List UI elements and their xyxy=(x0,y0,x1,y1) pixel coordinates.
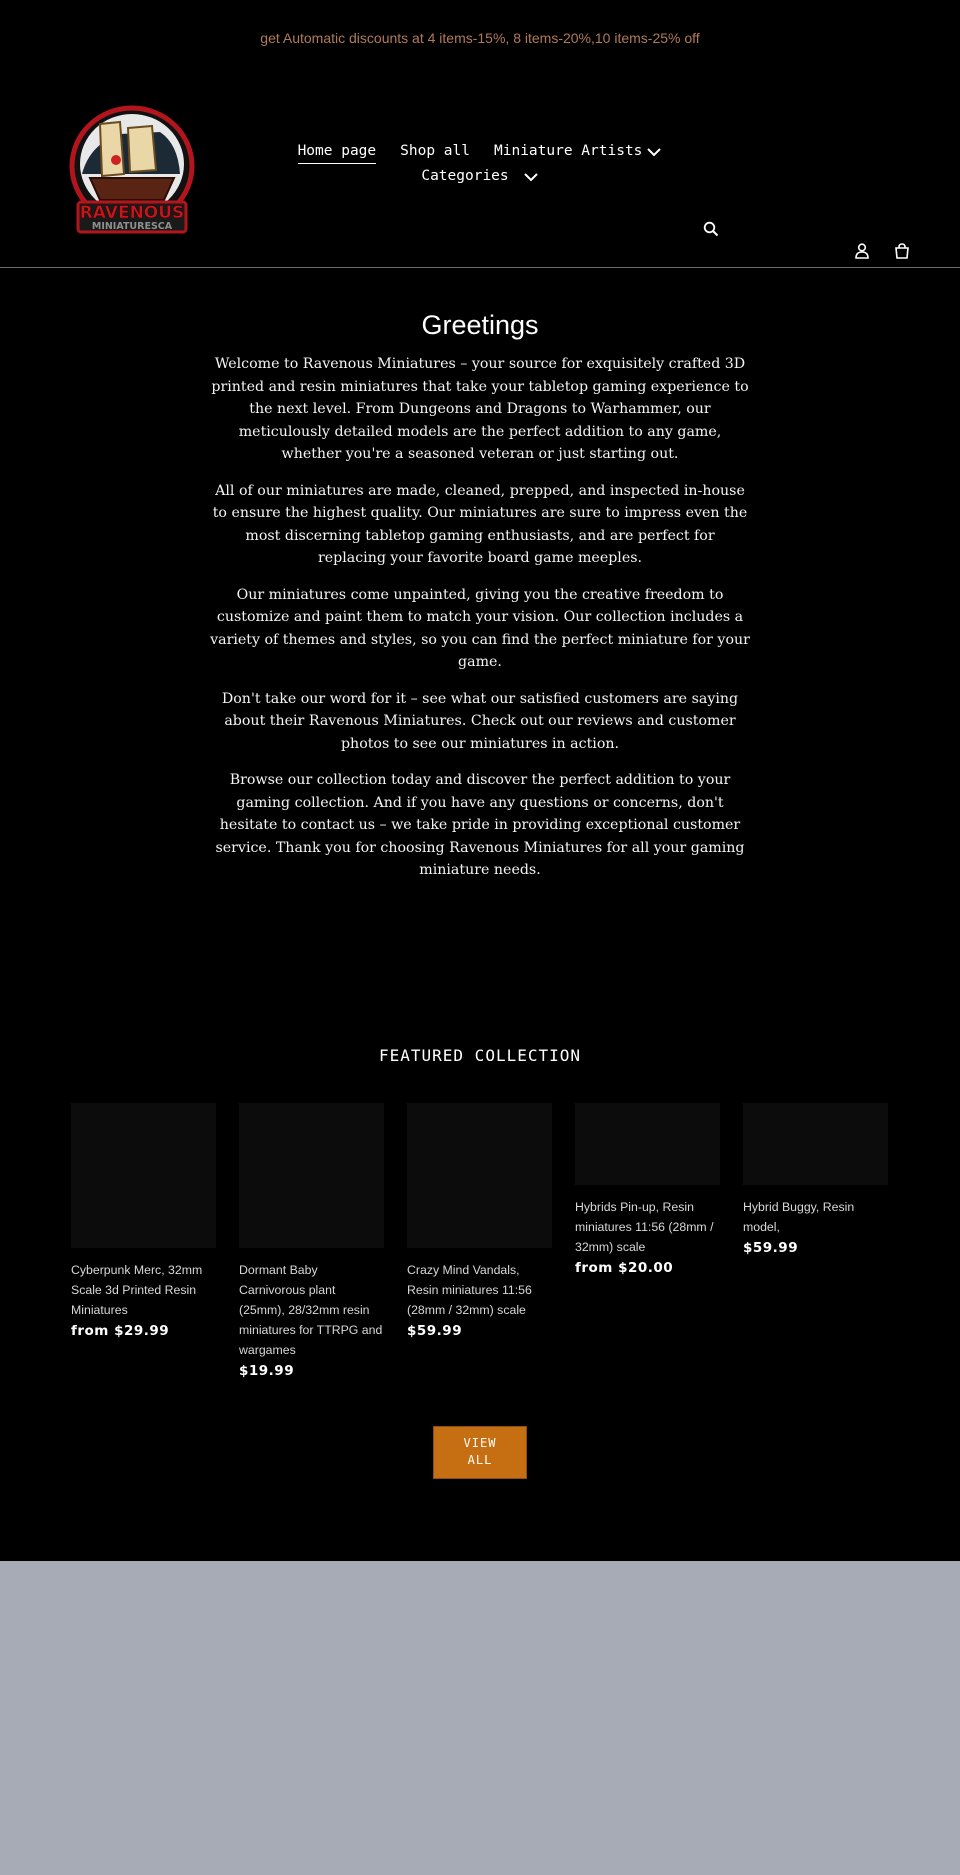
view-all-wrapper xyxy=(0,1426,960,1561)
product-title[interactable]: Dormant Baby Carnivorous plant (25mm), 28/32mm resin miniatures for TTRPG and wargames xyxy=(239,1262,383,1357)
main-navigation xyxy=(250,139,710,189)
chevron-down-icon xyxy=(523,169,539,185)
featured-collection xyxy=(0,896,960,1561)
nav-miniature-artists[interactable] xyxy=(494,139,662,164)
product-price: $59.99 xyxy=(743,1239,799,1256)
store-logo[interactable] xyxy=(60,104,204,236)
nav-home-label: Home page xyxy=(297,142,377,159)
product-title[interactable]: Cyberpunk Merc, 32mm Scale 3d Printed Resin Miniatures xyxy=(71,1262,203,1317)
nav-shop-all[interactable] xyxy=(400,139,470,164)
logo-line-1: RAVENOUS xyxy=(79,203,185,223)
product-image[interactable] xyxy=(407,1103,552,1248)
nav-artists-label: Miniature Artists xyxy=(494,143,643,159)
greetings-title: Greetings xyxy=(421,310,539,340)
account-button[interactable] xyxy=(852,241,872,261)
nav-shop-all-label: Shop all xyxy=(400,143,470,159)
site-header xyxy=(0,76,960,268)
product-card[interactable] xyxy=(743,1103,888,1381)
announcement-bar xyxy=(0,0,960,76)
logo-line-2: MINIATURESCA xyxy=(91,221,173,232)
product-price: from $29.99 xyxy=(71,1322,170,1339)
intro-paragraph: Welcome to Ravenous Miniatures – your source for exquisitely crafted 3D printed and resin miniatures that take your tabletop gaming experience to the next level. From Dungeons and Dragons to Warhammer, our meticulously detailed models are the perfect addition to any game, whether you're a seasoned veteran or just starting out. xyxy=(211,356,749,462)
product-image[interactable] xyxy=(743,1103,888,1185)
product-card[interactable] xyxy=(71,1103,216,1381)
product-card[interactable] xyxy=(407,1103,552,1381)
featured-heading: FEATURED COLLECTION xyxy=(378,1045,582,1065)
raven-ship-logo-icon xyxy=(60,104,204,236)
greetings-section xyxy=(210,268,750,882)
product-price: $19.99 xyxy=(239,1362,295,1379)
nav-categories-label: Categories xyxy=(421,168,509,184)
product-image[interactable] xyxy=(239,1103,384,1248)
view-all-button[interactable]: VIEW ALL xyxy=(433,1426,527,1479)
nav-categories[interactable] xyxy=(421,164,538,189)
intro-paragraph: All of our miniatures are made, cleaned, prepped, and inspected in-house to ensure the highest quality. Our miniatures are sure to impress even the most discerning tabletop gaming enthusiasts, and are perfect for replacing your favorite board game meeples. xyxy=(212,482,748,566)
search-icon xyxy=(703,221,719,237)
intro-paragraph: Don't take our word for it – see what our satisfied customers are saying about their Ravenous Miniatures. Check out our reviews and customer photos to see our miniatures in action. xyxy=(221,690,739,752)
search-button[interactable] xyxy=(701,219,721,239)
product-grid xyxy=(0,1103,960,1381)
product-price: from $20.00 xyxy=(575,1259,674,1276)
product-price: $59.99 xyxy=(407,1322,463,1339)
chevron-down-icon xyxy=(646,144,662,160)
product-image[interactable] xyxy=(575,1103,720,1185)
product-title[interactable]: Hybrids Pin-up, Resin miniatures 11:56 (28mm / 32mm) scale xyxy=(575,1199,714,1254)
cart-icon xyxy=(894,243,910,259)
intro-paragraph: Our miniatures come unpainted, giving you the creative freedom to customize and paint them to match your vision. Our collection includes a variety of themes and styles, so you can find the perfect miniature for your game. xyxy=(210,586,750,670)
product-title[interactable]: Crazy Mind Vandals, Resin miniatures 11:56 (28mm / 32mm) scale xyxy=(407,1262,532,1317)
intro-paragraph: Browse our collection today and discover the perfect addition to your gaming collection. And if you have any questions or concerns, don't hesitate to contact us – we take pride in providing exceptional customer service. Thank you for choosing Ravenous Miniatures for all your gaming miniature needs. xyxy=(215,772,745,878)
nav-home[interactable] xyxy=(298,139,377,164)
product-card[interactable] xyxy=(575,1103,720,1381)
account-icon xyxy=(855,243,869,259)
product-card[interactable] xyxy=(239,1103,384,1381)
announcement-text: get Automatic discounts at 4 items-15%, 8 items-20%,10 items-25% off xyxy=(260,30,700,46)
cart-button[interactable] xyxy=(892,241,912,261)
product-image[interactable] xyxy=(71,1103,216,1248)
product-title[interactable]: Hybrid Buggy, Resin model, xyxy=(743,1199,855,1234)
